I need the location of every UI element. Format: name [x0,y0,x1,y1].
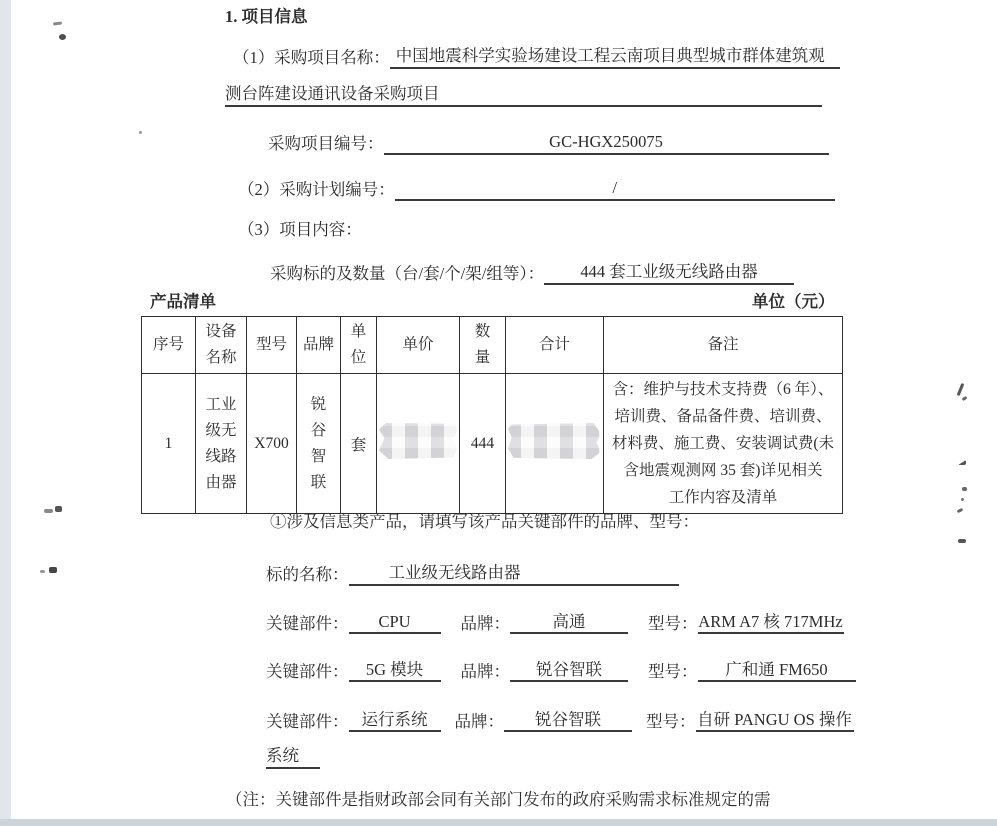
header-device-name: 设备名称 [196,317,247,374]
cell-brand: 锐谷智联 [297,374,341,514]
cell-total [506,374,604,514]
header-remark: 备注 [604,317,843,374]
key-part-value: CPU [349,612,441,634]
model-value: ARM A7 核 717MHz [698,608,844,634]
subject-value: 工业级无线路由器 [349,562,679,586]
scan-speckle [961,498,964,501]
scan-speckle [49,567,57,573]
brand-label: 品牌： [460,614,510,633]
scan-speckle [53,21,62,25]
scan-speckle [957,508,964,513]
key-part-label: 关键部件： [266,614,349,633]
cell-device-name: 工业级无线路由器 [196,374,247,514]
product-table [141,316,843,514]
scan-speckle [962,396,968,401]
scan-edge-bottom [0,819,997,826]
footnote: （注：关键部件是指财政部会同有关部门发布的政府采购需求标准规定的需 [226,790,771,809]
section-title: 1. 项目信息 [225,7,308,26]
scan-speckle [44,509,53,513]
key-part-row-5g [266,656,856,682]
scan-speckle [958,539,966,543]
model-value: 广和通 FM650 [698,656,856,682]
project-no-value: GC-HGX250075 [384,131,829,155]
cell-unit-price [377,374,460,514]
brand-value: 锐谷智联 [510,656,628,682]
unit-title: 单位（元） [752,292,835,311]
model-value: 自研 PANGU OS 操作 [696,706,854,732]
header-total: 合计 [506,317,604,374]
header-brand: 品牌 [297,317,341,374]
brand-value: 锐谷智联 [504,706,632,732]
header-unit-price: 单价 [377,317,460,374]
product-list-title: 产品清单 [150,292,216,311]
cell-seq: 1 [142,374,196,514]
header-quantity: 数量 [460,317,506,374]
key-part-label: 关键部件： [266,662,349,681]
redacted-unit-price-blur [379,423,457,459]
quantity-label: 采购标的及数量（台/套/个/架/组等）： [270,264,545,283]
project-no-label: 采购项目编号： [268,134,384,153]
header-unit: 单位 [341,317,377,374]
model-value-wrap: 系统 [266,745,320,769]
scan-speckle [958,460,966,465]
cell-quantity: 444 [460,374,506,514]
purchase-name-label: （1）采购项目名称： [233,48,390,67]
table-header-row [142,317,843,374]
model-label: 型号： [648,614,698,633]
cell-model: X700 [247,374,297,514]
project-name-line1: 中国地震科学实验场建设工程云南项目典型城市群体建筑观 [390,45,840,69]
plan-no-label: （2）采购计划编号： [238,180,395,199]
project-name-line2: 测台阵建设通讯设备采购项目 [225,83,822,107]
scan-speckle [59,34,66,40]
cell-remark: 含：维护与技术支持费（6 年）、 培训费、备品备件费、培训费、 材料费、施工费、安装调试费(未 含地震观测网 35 套)详见相关 工作内容及清单 [604,374,843,514]
scan-speckle [55,506,62,512]
table-row [142,374,843,514]
brand-label: 品牌： [454,712,504,731]
header-model: 型号 [247,317,297,374]
brand-label: 品牌： [460,662,510,681]
model-label: 型号： [646,712,696,731]
scan-speckle [40,570,45,573]
header-seq: 序号 [142,317,196,374]
key-part-value: 5G 模块 [349,656,441,682]
content-label: （3）项目内容： [238,220,362,239]
scan-edge-left [0,0,11,826]
model-label: 型号： [648,662,698,681]
quantity-value: 444 套工业级无线路由器 [544,261,794,285]
key-part-value: 运行系统 [349,706,441,732]
key-part-label: 关键部件： [266,712,349,731]
brand-value: 高通 [510,608,628,634]
scan-speckle [139,131,142,134]
plan-no-value: / [395,177,835,201]
scan-speckle [962,487,967,491]
subject-label: 标的名称： [266,565,349,584]
scan-speckle [957,383,965,396]
key-part-row-os [266,706,854,732]
redacted-total-blur [508,423,601,459]
cell-unit: 套 [341,374,377,514]
info-products-note: ①涉及信息类产品，请填写该产品关键部件的品牌、型号： [270,512,699,531]
key-part-row-cpu [266,608,844,634]
